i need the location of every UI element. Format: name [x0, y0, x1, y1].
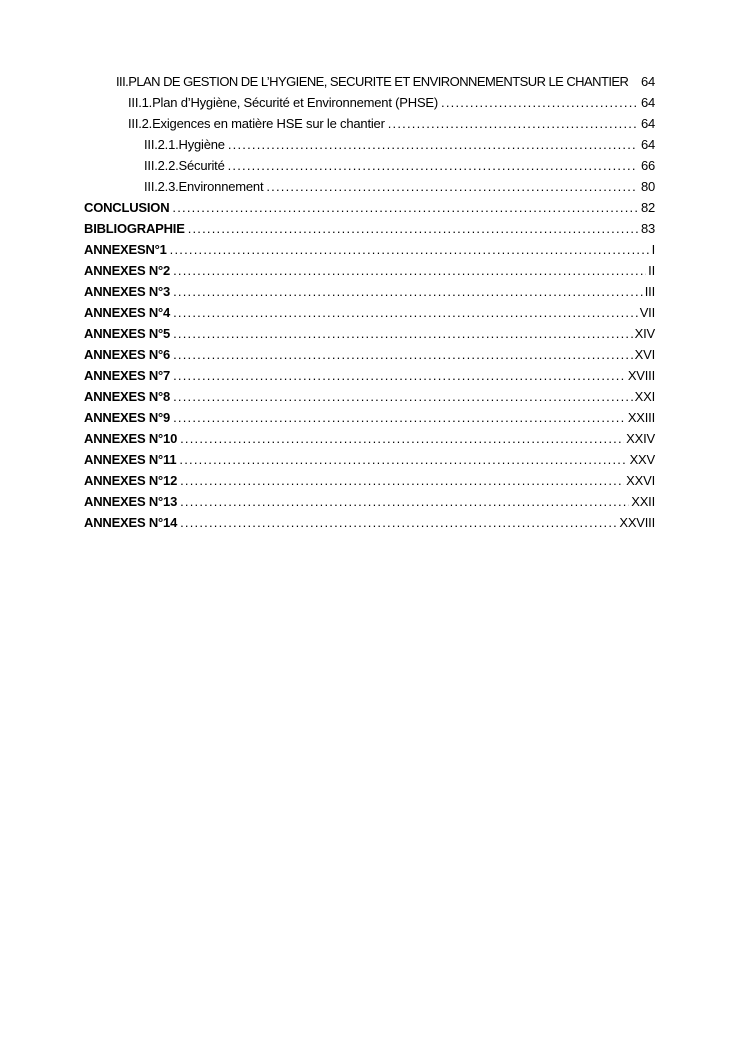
toc-dot-leader: [173, 365, 626, 386]
toc-entry-page: XXII: [631, 494, 655, 509]
toc-dot-leader: [173, 323, 633, 344]
toc-entry[interactable]: [84, 428, 655, 449]
toc-entry-page: XVI: [634, 347, 655, 362]
toc-entry-label: III.2.Exigences en matière HSE sur le chantier: [128, 116, 385, 131]
toc-entry[interactable]: [84, 386, 655, 407]
toc-entry-label: ANNEXES N°3: [84, 284, 171, 299]
toc-entry-page: XVIII: [627, 368, 655, 383]
toc-dot-leader: [172, 197, 639, 218]
toc-dot-leader: [228, 155, 636, 176]
toc-entry-label: III.2.3.Environnement: [144, 179, 264, 194]
toc-entry-label: III.1.Plan d’Hygiène, Sécurité et Environnement (PHSE): [128, 95, 439, 110]
toc-entry[interactable]: [84, 218, 655, 239]
toc-entry-page: XXIII: [627, 410, 655, 425]
toc-entry-label: ANNEXES N°10: [84, 431, 178, 446]
toc-dot-leader: [173, 302, 638, 323]
toc-entry-page: 82: [640, 200, 655, 215]
toc-entry-page: 66: [640, 158, 655, 173]
toc-entry-label: ANNEXES N°2: [84, 263, 171, 278]
toc-entry-page: I: [651, 242, 655, 257]
toc-entry[interactable]: [84, 260, 655, 281]
toc-entry-page: XXI: [634, 389, 655, 404]
toc-entry-label: BIBLIOGRAPHIE: [84, 221, 185, 236]
toc-entry-label: ANNEXES N°6: [84, 347, 171, 362]
toc-entry[interactable]: [84, 449, 655, 470]
toc-entry-label: III.2.1.Hygiène: [144, 137, 225, 152]
toc-dot-leader: [173, 260, 646, 281]
toc-entry[interactable]: [144, 155, 655, 176]
toc-dot-leader: [188, 218, 639, 239]
toc-dot-leader: [266, 176, 636, 197]
toc-entry-page: 64: [640, 116, 655, 131]
toc-dot-leader: [180, 470, 624, 491]
toc-dot-leader: [179, 449, 627, 470]
toc-entry[interactable]: [84, 512, 655, 533]
toc-entry-page: XIV: [634, 326, 655, 341]
toc-entry-page: 64: [640, 95, 655, 110]
toc-entry-label: CONCLUSION: [84, 200, 170, 215]
toc-entry-label: ANNEXES N°13: [84, 494, 178, 509]
toc-entry-page: II: [648, 263, 655, 278]
toc-entry-label: ANNEXES N°11: [84, 452, 177, 467]
toc-entry-label: ANNEXES N°7: [84, 368, 171, 383]
toc-entry-label: III.PLAN DE GESTION DE L’HYGIENE, SECURITE ET ENVIRONNEMENTSUR LE CHANTIER: [116, 74, 629, 89]
toc-dot-leader: [170, 239, 650, 260]
toc-entry-label: ANNEXES N°14: [84, 515, 178, 530]
toc-entry-label: ANNEXESN°1: [84, 242, 167, 257]
toc-dot-leader: [173, 407, 626, 428]
toc-dot-leader: [180, 428, 624, 449]
toc-entry-page: III: [644, 284, 655, 299]
toc-dot-leader: [388, 113, 636, 134]
toc-entry-label: ANNEXES N°8: [84, 389, 171, 404]
toc-entry-label: ANNEXES N°5: [84, 326, 171, 341]
toc-entry-page: XXVIII: [619, 515, 655, 530]
toc-dot-leader: [180, 491, 629, 512]
toc-entry-page: 80: [640, 179, 655, 194]
toc-entry[interactable]: [84, 197, 655, 218]
toc-dot-leader: [441, 92, 636, 113]
toc-dot-leader: [180, 512, 617, 533]
toc-entry[interactable]: [84, 491, 655, 512]
toc-entry-page: 64: [640, 74, 655, 89]
toc-dot-leader: [173, 281, 643, 302]
toc-entry[interactable]: [128, 92, 655, 113]
toc-entry[interactable]: [84, 344, 655, 365]
toc-dot-leader: [228, 134, 636, 155]
toc-entry-page: XXIV: [626, 431, 655, 446]
toc-entry[interactable]: [144, 176, 655, 197]
toc-entry-label: ANNEXES N°4: [84, 305, 171, 320]
toc-dot-leader: [173, 386, 633, 407]
toc-entry[interactable]: [84, 239, 655, 260]
toc-entry[interactable]: [84, 281, 655, 302]
toc-entry[interactable]: [84, 365, 655, 386]
toc-entry[interactable]: [84, 407, 655, 428]
toc-entry-label: ANNEXES N°9: [84, 410, 171, 425]
toc-entry[interactable]: [84, 470, 655, 491]
toc-entry-page: XXVI: [626, 473, 655, 488]
toc-entry-label: ANNEXES N°12: [84, 473, 178, 488]
toc-entry[interactable]: [128, 113, 655, 134]
toc-entry[interactable]: [144, 134, 655, 155]
toc-entry[interactable]: [84, 323, 655, 344]
toc-entry-page: 83: [640, 221, 655, 236]
toc-entry-page: XXV: [629, 452, 655, 467]
toc-entry-page: VII: [639, 305, 655, 320]
toc-entry[interactable]: [116, 71, 655, 92]
toc-dot-leader: [173, 344, 633, 365]
toc-entry[interactable]: [84, 302, 655, 323]
toc-entry-page: 64: [640, 137, 655, 152]
toc-entry-label: III.2.2.Sécurité: [144, 158, 225, 173]
table-of-contents: [84, 71, 655, 533]
